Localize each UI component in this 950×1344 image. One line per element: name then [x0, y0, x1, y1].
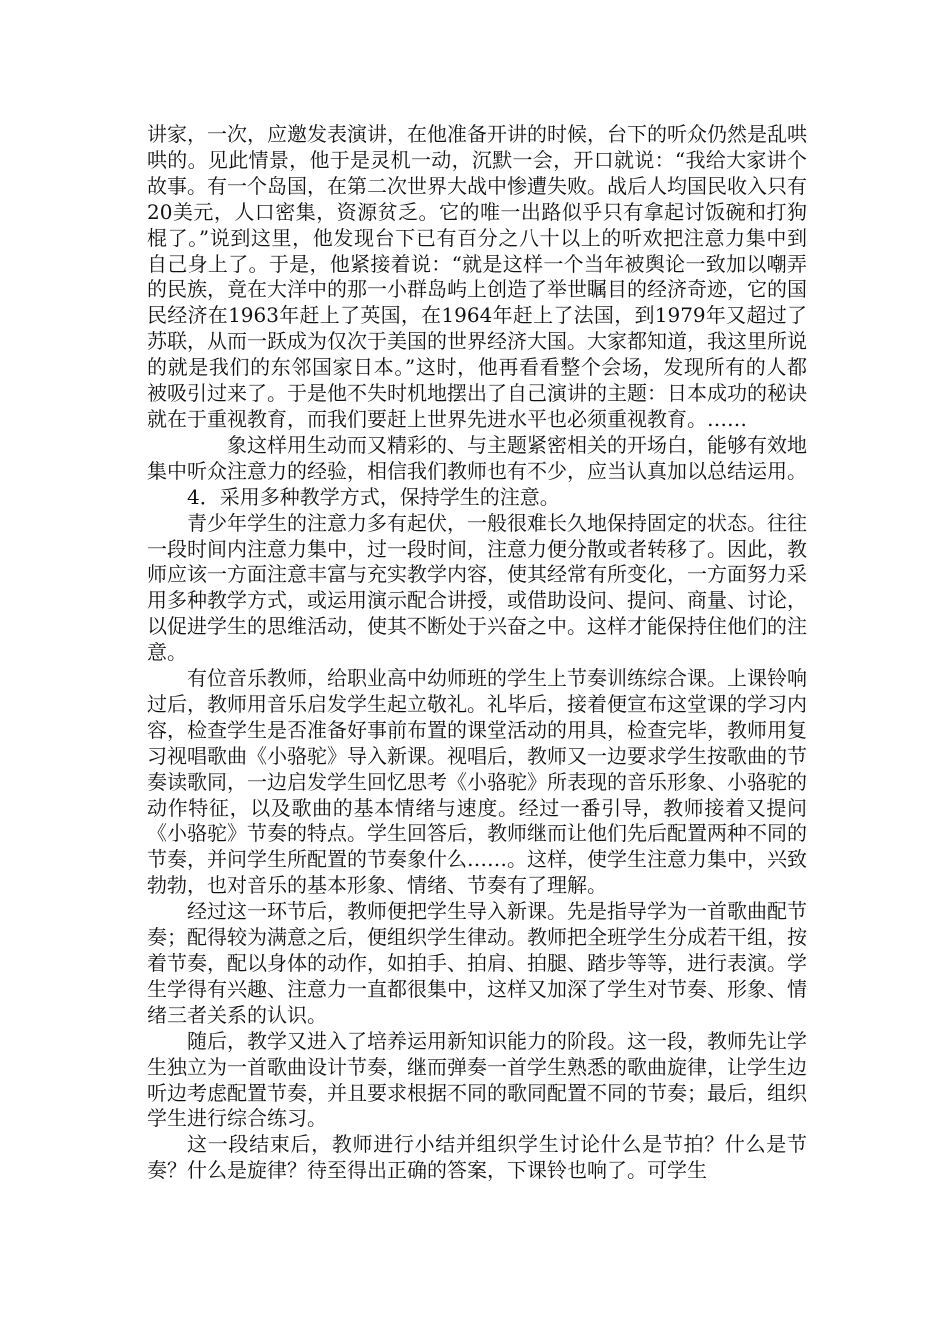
paragraph-attention: 青少年学生的注意力多有起伏，一般很难长久地保持固定的状态。往往一段时间内注意力集中，过一段时间，注意力便分散或者转移了。因此，教师应该一方面注意丰富与充实教学内容，使其经常有所变化，一方面努力采用多种教学方式，或运用演示配合讲授，或借助设问、提问、商量、讨论，以促进学生的思维活动，使其不断处于兴奋之中。这样才能保持住他们的注意。: [147, 510, 807, 665]
paragraph-music-teacher: 有位音乐教师，给职业高中幼师班的学生上节奏训练综合课。上课铃响过后，教师用音乐启发学生起立敬礼。礼毕后，接着便宣布这堂课的学习内容，检查学生是否准备好事前布置的课堂活动的用具，检查完毕，教师用复习视唱歌曲《小骆驼》导入新课。视唱后，教师又一边要求学生按歌曲的节奏读歌同，一边启发学生回忆思考《小骆驼》所表现的音乐形象、小骆驼的动作特征，以及歌曲的基本情绪与速度。经过一番引导，教师接着又提问《小骆驼》节奏的特点。学生回答后，教师继而让他们先后配置两种不同的节奏，并问学生所配置的节奏象什么……。这样，使学生注意力集中，兴致勃勃，也对音乐的基本形象、情绪、节奏有了理解。: [147, 666, 807, 898]
paragraph-practice: 随后，教学又进入了培养运用新知识能力的阶段。这一段，教师先让学生独立为一首歌曲设计节奏，继而弹奏一首学生熟悉的歌曲旋律，让学生边听边考虑配置节奏，并且要求根据不同的歌同配置不同的节奏；最后，组织学生进行综合练习。: [147, 1028, 807, 1131]
paragraph-story: 讲家，一次，应邀发表演讲，在他准备开讲的时候，台下的听众仍然是乱哄哄的。见此情景，他于是灵机一动，沉默一会，开口就说：“我给大家讲个故事。有一个岛国，在第二次世界大战中惨遭失败。战后人均国民收入只有20美元，人口密集，资源贫乏。它的唯一出路似乎只有拿起讨饭碗和打狗棍了。”说到这里，他发现台下已有百分之八十以上的听欢把注意力集中到自己身上了。于是，他紧接着说：“就是这样一个当年被舆论一致加以嘲弄的民族，竟在大洋中的那一小群岛屿上创造了举世瞩目的经济奇迹，它的国民经济在1963年赶上了英国，在1964年赶上了法国，到1979年又超过了苏联，从而一跃成为仅次于美国的世界经济大国。大家都知道，我这里所说的就是我们的东邻国家日本。”这时，他再看看整个会场，发现所有的人都被吸引过来了。于是他不失时机地摆出了自己演讲的主题：日本成功的秘诀就在于重视教育，而我们要赶上世界先进水平也必须重视教育。……: [147, 122, 807, 431]
paragraph-wrapup: 这一段结束后，教师进行小结并组织学生讨论什么是节拍？什么是节奏？什么是旋律？待至得出正确的答案，下课铃也响了。可学生: [147, 1132, 807, 1183]
paragraph-summary: 象这样用生动而又精彩的、与主题紧密相关的开场白，能够有效地集中听众注意力的经验，相信我们教师也有不少，应当认真加以总结运用。: [147, 432, 807, 483]
document-page: [147, 122, 807, 1184]
paragraph-new-lesson: 经过这一环节后，教师便把学生导入新课。先是指导学为一首歌曲配节奏；配得较为满意之后，便组织学生律动。教师把全班学生分成若干组，按着节奏，配以身体的动作，如拍手、拍肩、拍腿、踏步等等，进行表演。学生学得有兴趣、注意力一直都很集中，这样又加深了学生对节奏、形象、情绪三者关系的认识。: [147, 899, 807, 1027]
section-heading-4: 4．采用多种教学方式，保持学生的注意。: [187, 484, 560, 509]
